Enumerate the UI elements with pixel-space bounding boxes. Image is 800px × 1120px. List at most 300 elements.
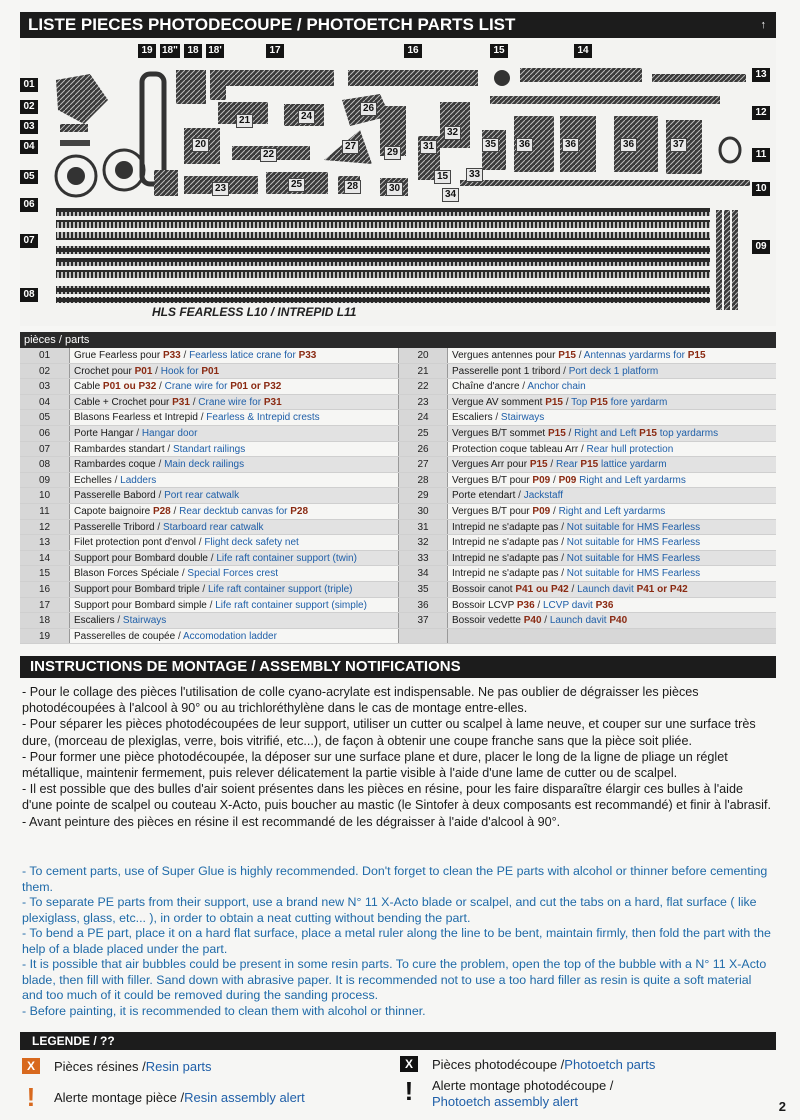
language-separator: / <box>180 350 190 361</box>
part-desc-fr: Bossoir LCVP <box>452 599 517 611</box>
part-label-15: 15 <box>490 44 508 58</box>
part-desc-en: Starboard rear catwalk <box>162 521 264 533</box>
language-separator: / <box>195 537 205 549</box>
parts-row <box>398 629 776 645</box>
part-number: 06 <box>20 426 70 441</box>
part-description <box>448 379 776 394</box>
part-label-28: 28 <box>344 180 361 194</box>
part-desc-fr: Porte Hangar <box>74 427 134 439</box>
part-label-31: 31 <box>420 140 437 154</box>
part-number: 31 <box>398 520 448 535</box>
part-number: 20 <box>398 348 448 363</box>
part-description <box>70 473 398 488</box>
part-desc-fr: Support pour Bombard double <box>74 552 208 564</box>
part-description <box>70 457 398 472</box>
part-label-36a: 36 <box>516 138 533 152</box>
part-desc-fr: Blason Forces Spéciale <box>74 568 180 580</box>
parts-row <box>398 395 776 411</box>
parts-row <box>20 551 398 567</box>
part-label-03: 03 <box>20 120 38 134</box>
part-number: 17 <box>20 598 70 613</box>
part-description <box>448 551 776 566</box>
part-desc-fr: Vergues B/T pour <box>452 474 533 486</box>
part-desc-fr: Cable <box>74 381 103 393</box>
part-number: 21 <box>398 364 448 379</box>
parts-row <box>398 598 776 614</box>
part-number: 14 <box>20 551 70 566</box>
part-desc-fr: Intrepid ne s'adapte pas <box>452 568 559 580</box>
part-number: 37 <box>398 613 448 628</box>
part-desc-en-tail: top yardarms <box>656 427 719 439</box>
part-desc-en: Life raft container support (simple) <box>215 599 367 611</box>
part-label-27: 27 <box>342 140 359 154</box>
part-desc-en: Crane wire for <box>198 396 264 408</box>
part-ref-en: P36 <box>595 599 614 611</box>
part-desc-fr: Grue Fearless pour <box>74 350 163 361</box>
part-number: 18 <box>20 613 70 628</box>
parts-row <box>398 473 776 489</box>
part-desc-fr: Intrepid ne s'adapte pas <box>452 552 559 564</box>
language-separator: / <box>519 381 528 393</box>
part-number: 02 <box>20 364 70 379</box>
parts-row <box>20 535 398 551</box>
part-desc-fr: Passerelles de coupée <box>74 630 176 642</box>
part-desc-en: Not suitable for HMS Fearless <box>566 537 701 549</box>
part-number: 10 <box>20 488 70 503</box>
legend-resin-parts-fr: Pièces résines / <box>54 1058 146 1074</box>
language-separator: / <box>207 552 217 564</box>
legend-photoetch-parts <box>400 1056 655 1072</box>
part-label-21: 21 <box>236 114 253 128</box>
part-label-06: 06 <box>20 198 38 212</box>
instruction-en-5: - Before painting, it is recommended to clean them with alcohol or thinner. <box>22 1003 426 1018</box>
legend-title: LEGENDE / ?? <box>32 1034 115 1048</box>
part-desc-fr: Porte etendart <box>452 490 516 502</box>
part-ref-en: P15 <box>580 459 599 471</box>
language-separator: / <box>565 427 575 439</box>
part-number: 11 <box>20 504 70 519</box>
part-desc-en: Rear decktub canvas for <box>179 505 291 517</box>
part-description <box>70 520 398 535</box>
part-label-18-double-prime: 18" <box>162 45 178 56</box>
instruction-fr-1: - Pour le collage des pièces l'utilisation de colle cyano-acrylate est indispensable. Ne pas oublier de dégraisser les pièces photodécoupées à l'alcool à 90° ou au trichloréthylène dans le cas de montage entre-elles. <box>22 685 699 716</box>
language-separator: / <box>197 412 207 424</box>
part-ref-fr: P33 <box>162 350 181 361</box>
part-desc-en: Antennas yardarms for <box>583 350 688 361</box>
language-separator: / <box>558 552 567 564</box>
parts-row <box>20 629 398 645</box>
sheet-caption: HLS FEARLESS L10 / INTREPID L11 <box>152 305 357 319</box>
part-ref-en: P01 <box>201 365 220 377</box>
parts-row <box>398 457 776 473</box>
part-desc-fr: Chaîne d'ancre <box>452 381 520 393</box>
parts-row <box>398 410 776 426</box>
part-description <box>70 488 398 503</box>
legend-resin-alert <box>22 1084 305 1110</box>
part-desc-en: Top <box>571 396 591 408</box>
part-label-15-inner: 15 <box>434 170 451 184</box>
part-number: 07 <box>20 442 70 457</box>
part-ref-en: P33 <box>298 350 317 361</box>
language-separator: / <box>560 365 569 377</box>
parts-row <box>20 613 398 629</box>
part-desc-en: Port rear catwalk <box>164 490 240 502</box>
part-desc-en: Jackstaff <box>523 490 563 502</box>
language-separator: / <box>558 521 567 533</box>
part-description <box>448 410 776 425</box>
part-label-14: 14 <box>574 44 592 58</box>
legend-photoetch-alert <box>400 1078 613 1110</box>
part-description <box>70 442 398 457</box>
part-description <box>70 551 398 566</box>
part-desc-en: Special Forces crest <box>187 568 278 580</box>
part-desc-en: Main deck railings <box>164 459 245 471</box>
legend-photoetch-alert-fr: Alerte montage photodécoupe / <box>432 1078 614 1093</box>
language-separator: / <box>155 490 165 502</box>
part-desc-fr: Passerelle Babord <box>74 490 156 502</box>
part-number: 09 <box>20 473 70 488</box>
language-separator: / <box>156 381 165 393</box>
part-desc-fr: Escaliers <box>74 615 115 627</box>
parts-row <box>20 598 398 614</box>
part-desc-fr: Crochet pour <box>74 365 135 377</box>
part-desc-en: Standart railings <box>172 443 246 455</box>
language-separator: / <box>550 505 559 517</box>
part-label-29: 29 <box>384 146 401 160</box>
part-ref-en: P09 <box>558 474 577 486</box>
part-number: 26 <box>398 442 448 457</box>
part-label-01: 01 <box>20 78 38 92</box>
part-description <box>448 613 776 628</box>
resin-parts-icon: X <box>22 1058 40 1074</box>
part-label-02: 02 <box>20 100 38 114</box>
part-desc-fr: Blasons Fearless et Intrepid <box>74 412 198 424</box>
part-label-35: 35 <box>482 138 499 152</box>
language-separator: / <box>170 505 180 517</box>
language-separator: / <box>199 583 208 595</box>
part-ref-en: P28 <box>290 505 309 517</box>
part-desc-fr: Bossoir canot <box>452 583 516 595</box>
parts-row <box>398 426 776 442</box>
part-number: 22 <box>398 379 448 394</box>
parts-row <box>20 364 398 380</box>
part-description <box>448 488 776 503</box>
part-label-24: 24 <box>298 110 315 124</box>
parts-row <box>20 348 398 364</box>
part-label-07: 07 <box>20 234 38 248</box>
part-description <box>448 582 776 597</box>
legend-header <box>20 1032 776 1050</box>
legend-photoetch-alert-en: Photoetch assembly alert <box>432 1094 578 1109</box>
part-ref-en: P41 or P42 <box>636 583 688 595</box>
photoetch-alert-icon: ! <box>404 1076 414 1106</box>
part-desc-en: Not suitable for HMS Fearless <box>566 552 701 564</box>
parts-row <box>20 488 398 504</box>
part-label-08: 08 <box>20 288 38 302</box>
language-separator: / <box>568 583 578 595</box>
part-desc-fr: Support pour Bombard triple <box>74 583 200 595</box>
language-separator: / <box>179 568 188 580</box>
part-description <box>70 629 398 644</box>
instructions-french <box>22 684 774 830</box>
part-desc-fr: Passerelle pont 1 tribord <box>452 365 561 377</box>
parts-column-left <box>20 348 398 644</box>
part-desc-fr: Vergues B/T pour <box>452 505 533 517</box>
part-label-23: 23 <box>212 182 229 196</box>
part-description <box>70 613 398 628</box>
part-ref-fr: P15 <box>558 350 576 361</box>
part-label-16: 16 <box>404 44 422 58</box>
part-ref-en: P15 <box>639 427 657 439</box>
part-number: 13 <box>20 535 70 550</box>
part-label-20: 20 <box>192 138 209 152</box>
part-label-19: 19 <box>138 44 156 58</box>
part-desc-en: Fearless latice crane for <box>189 350 299 361</box>
part-desc-en-tail: lattice yardarm <box>598 459 667 471</box>
language-separator: / <box>492 412 501 424</box>
language-separator: / <box>152 365 161 377</box>
language-separator: / <box>164 443 173 455</box>
part-ref-fr: P36 <box>516 599 535 611</box>
part-number: 01 <box>20 348 70 363</box>
part-desc-en-tail: fore yardarm <box>607 396 668 408</box>
instruction-en-3: - To bend a PE part, place it on a hard flat surface, place a metal ruler along the line to be bent, maintain firmly, then fold the part with the help of a blade placed under the part. <box>22 926 771 956</box>
parts-column-right <box>398 348 776 644</box>
part-number: 12 <box>20 520 70 535</box>
part-description <box>70 426 398 441</box>
part-label-26: 26 <box>360 102 377 116</box>
legend <box>20 1054 776 1114</box>
part-desc-fr: Intrepid ne s'adapte pas <box>452 537 559 549</box>
part-desc-fr: Escaliers <box>452 412 493 424</box>
part-ref-fr: P01 <box>134 365 153 377</box>
part-label-05: 05 <box>20 170 38 184</box>
instruction-en-1: - To cement parts, use of Super Glue is highly recommended. Don't forget to clean the PE parts with alcohol or thinner before cementing them. <box>22 864 768 894</box>
part-label-17: 17 <box>266 44 284 58</box>
language-separator: / <box>111 474 121 486</box>
part-description <box>70 364 398 379</box>
page-title: LISTE PIECES PHOTODECOUPE / PHOTOETCH PARTS LIST <box>28 15 516 34</box>
instruction-fr-4: - Il est possible que des bulles d'air soient présentes dans les pièces en résine, pour les faire disparaître élargir ces bulles à l'aide d'une pointe de scalpel ou couteau X-Acto, puis boucher au mastic (le Sintofer à deux composants est recommandé) et finir à l'abrasif. <box>22 782 771 813</box>
part-ref-fr: P40 <box>523 615 542 627</box>
legend-photoetch-parts-en: Photoetch parts <box>564 1056 656 1072</box>
part-desc-en: Life raft container support (triple) <box>207 583 353 595</box>
part-desc-en: Fearless & Intrepid crests <box>206 412 320 424</box>
part-desc-en: Ladders <box>120 474 157 486</box>
part-label-36b: 36 <box>562 138 579 152</box>
parts-row <box>20 442 398 458</box>
part-description <box>70 410 398 425</box>
parts-row <box>20 473 398 489</box>
parts-row <box>398 488 776 504</box>
part-ref-fr: P15 <box>529 459 548 471</box>
parts-row <box>398 504 776 520</box>
parts-row <box>398 348 776 364</box>
part-label-30: 30 <box>386 182 403 196</box>
part-number: 34 <box>398 566 448 581</box>
part-description <box>448 535 776 550</box>
part-number: 19 <box>20 629 70 644</box>
part-desc-fr: Passerelle Tribord <box>74 521 155 533</box>
instructions-english <box>22 864 774 1019</box>
part-ref-en: P15 <box>687 350 706 361</box>
part-number: 35 <box>398 582 448 597</box>
language-separator: / <box>114 615 123 627</box>
instruction-fr-3: - Pour former une pièce photodécoupée, la déposer sur une surface plane et dure, placer le long de la ligne de pliage un réglet métallique, maintenir fermement, puis relever délicatement la partie visible à l'aide d'une lame de cutter ou de scalpel. <box>22 749 728 781</box>
part-label-12: 12 <box>752 106 770 120</box>
part-description <box>448 395 776 410</box>
part-number: 25 <box>398 426 448 441</box>
part-desc-en: Hangar door <box>141 427 198 439</box>
part-ref-en: P31 <box>263 396 282 408</box>
part-desc-en: Right and Left <box>574 427 640 439</box>
part-number: 03 <box>20 379 70 394</box>
part-label-36c: 36 <box>620 138 637 152</box>
part-ref-fr: P09 <box>532 474 551 486</box>
part-label-11: 11 <box>752 148 770 162</box>
language-separator: / <box>534 599 543 611</box>
parts-row <box>20 504 398 520</box>
parts-row <box>398 535 776 551</box>
part-description <box>70 504 398 519</box>
part-description <box>448 473 776 488</box>
parts-row <box>398 442 776 458</box>
part-number: 23 <box>398 395 448 410</box>
parts-row <box>398 520 776 536</box>
part-number: 05 <box>20 410 70 425</box>
part-description <box>448 504 776 519</box>
part-description <box>70 395 398 410</box>
parts-row <box>20 379 398 395</box>
part-desc-en: Flight deck safety net <box>204 537 299 549</box>
part-label-09: 09 <box>752 240 770 254</box>
part-label-25: 25 <box>288 178 305 192</box>
language-separator: / <box>206 599 216 611</box>
part-desc-fr: Vergues antennes pour <box>452 350 559 361</box>
parts-row <box>398 379 776 395</box>
parts-row <box>20 395 398 411</box>
part-description <box>70 582 398 597</box>
part-label-18: 18 <box>184 44 202 58</box>
legend-resin-alert-fr: Alerte montage pièce / <box>54 1089 185 1105</box>
part-description <box>448 598 776 613</box>
part-label-33: 33 <box>466 168 483 182</box>
part-label-04: 04 <box>20 140 38 154</box>
parts-row <box>20 426 398 442</box>
part-desc-fr: Protection coque tableau Arr <box>452 443 579 455</box>
part-description <box>70 535 398 550</box>
arrow-icon: ↑ <box>760 19 766 31</box>
language-separator: / <box>558 568 567 580</box>
part-desc-fr: Rambardes standart <box>74 443 165 455</box>
part-number <box>398 629 448 644</box>
part-label-34: 34 <box>442 188 459 202</box>
instruction-en-2: - To separate PE parts from their support, use a brand new N° 11 X-Acto blade or scalpel, and cut the tabs on a hard, flat surface ( like plexiglass, glass, etc... ), in order to obtain a neat cutting without bending the part. <box>22 895 757 925</box>
part-ref-en: P40 <box>609 615 628 627</box>
language-separator: / <box>576 350 584 361</box>
parts-row <box>398 613 776 629</box>
part-desc-fr: Cable + Crochet pour <box>74 396 173 408</box>
language-separator: / <box>558 537 567 549</box>
part-desc-en: Stairways <box>122 615 167 627</box>
language-separator: / <box>515 490 524 502</box>
legend-resin-parts <box>22 1058 212 1074</box>
instructions-title: INSTRUCTIONS DE MONTAGE / ASSEMBLY NOTIFICATIONS <box>30 658 461 675</box>
part-number: 08 <box>20 457 70 472</box>
language-separator: / <box>133 427 142 439</box>
part-number: 15 <box>20 566 70 581</box>
part-label-13: 13 <box>752 68 770 82</box>
parts-row <box>20 457 398 473</box>
resin-alert-icon: ! <box>26 1082 36 1112</box>
parts-row <box>20 566 398 582</box>
part-description <box>70 566 398 581</box>
part-number: 24 <box>398 410 448 425</box>
part-description <box>448 442 776 457</box>
part-number: 36 <box>398 598 448 613</box>
part-desc-en: Crane wire for <box>164 381 231 393</box>
part-desc-en: Launch davit <box>549 615 610 627</box>
part-description <box>448 520 776 535</box>
part-description <box>448 457 776 472</box>
part-number: 28 <box>398 473 448 488</box>
part-desc-en: Not suitable for HMS Fearless <box>566 568 701 580</box>
part-desc-fr: Vergues B/T sommet <box>452 427 548 439</box>
parts-row <box>398 364 776 380</box>
part-ref-en: P01 or P32 <box>230 381 282 393</box>
part-number: 16 <box>20 582 70 597</box>
legend-photoetch-parts-fr: Pièces photodécoupe / <box>432 1056 565 1072</box>
part-ref-fr: P15 <box>547 427 566 439</box>
legend-resin-alert-en: Resin assembly alert <box>184 1089 305 1105</box>
part-number: 32 <box>398 535 448 550</box>
part-label-10: 10 <box>752 182 770 196</box>
part-desc-fr: Filet protection pont d'envol <box>74 537 196 549</box>
parts-row <box>20 410 398 426</box>
part-description <box>448 629 776 644</box>
part-desc-fr: Vergue AV somment <box>452 396 546 408</box>
part-desc-en: Life raft container support (twin) <box>216 552 357 564</box>
part-desc-fr: Intrepid ne s'adapte pas <box>452 521 559 533</box>
part-desc-en: LCVP davit <box>542 599 596 611</box>
part-ref-fr: P31 <box>172 396 190 408</box>
language-separator: / <box>158 459 165 471</box>
part-desc-en: Anchor chain <box>527 381 586 393</box>
language-separator: / <box>578 443 587 455</box>
instruction-fr-2: - Pour séparer les pièces photodécoupées de leur support, utiliser un cutter ou scalpel à lame neuve, et couper sur une surface très dure, (morceau de plexiglas, verre, bois vitrifié, etc...), de façon à obtenir une coupe franche sans que la pièce soit pliée. <box>22 717 756 748</box>
part-number: 27 <box>398 457 448 472</box>
part-number: 33 <box>398 551 448 566</box>
photoetch-parts-icon: X <box>400 1056 418 1072</box>
language-separator: / <box>563 396 572 408</box>
part-label-22: 22 <box>260 148 277 162</box>
page-header <box>20 12 776 38</box>
part-desc-fr: Support pour Bombard simple <box>74 599 207 611</box>
part-desc-en: Rear hull protection <box>586 443 674 455</box>
instructions-header <box>20 656 776 678</box>
part-description <box>448 566 776 581</box>
parts-row <box>398 566 776 582</box>
part-desc-en: Right and Left yardarms <box>558 505 666 517</box>
part-desc-fr: Echelles <box>74 474 112 486</box>
part-description <box>448 348 776 363</box>
part-ref-en: P15 <box>590 396 608 408</box>
part-desc-en: Hook for <box>160 365 202 377</box>
part-desc-fr: Capote baignoire <box>74 505 153 517</box>
part-desc-fr: Vergues Arr pour <box>452 459 530 471</box>
instruction-fr-5: - Avant peinture des pièces en résine il est recommandé de les dégraisser à l'aide d'alcool à 90°. <box>22 814 561 829</box>
part-desc-en: Accomodation ladder <box>182 630 277 642</box>
